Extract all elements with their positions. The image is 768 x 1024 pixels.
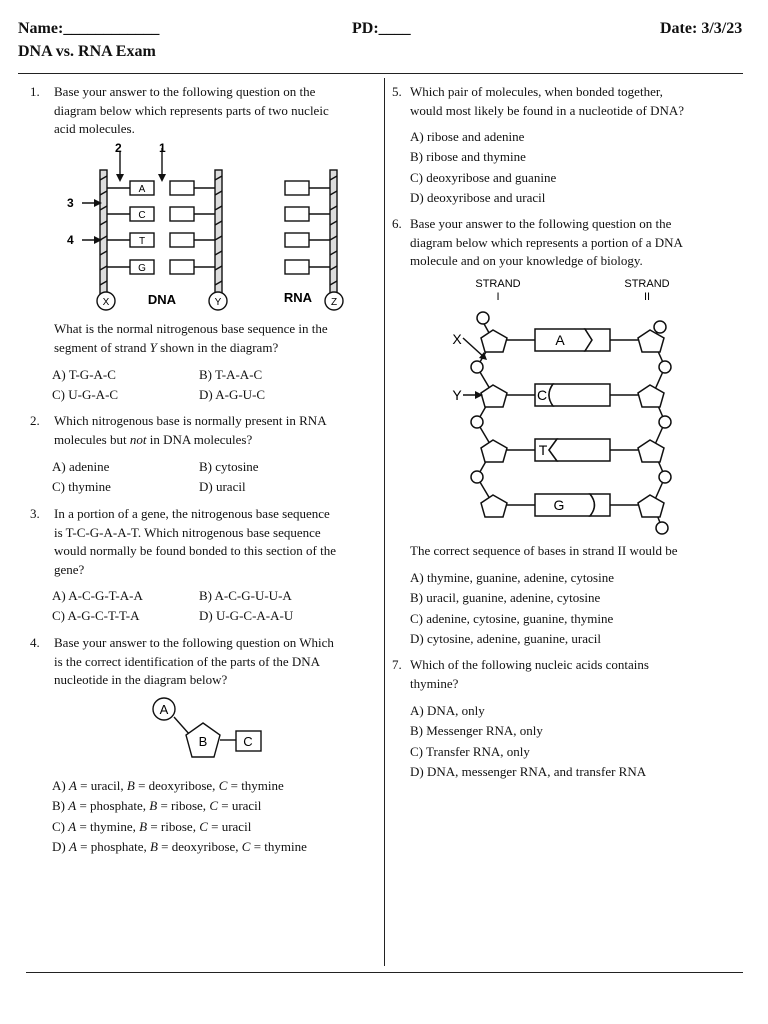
strand-2-numeral: II — [643, 291, 651, 303]
question-1 — [30, 83, 380, 139]
option-d[interactable] — [52, 837, 307, 858]
var-a: A — [68, 778, 77, 793]
question-text-line: Which of the following nucleic acids contains — [410, 657, 649, 672]
option-b[interactable]: B) Messenger RNA, only — [410, 723, 543, 738]
question-number: 2. — [30, 413, 40, 428]
nucleic-acid-diagram — [62, 140, 362, 315]
option-b[interactable]: B) T-A-A-C — [199, 367, 263, 382]
var-c: C — [241, 839, 251, 854]
option-d[interactable]: D) cytosine, adenine, guanine, uracil — [410, 631, 601, 646]
option-a[interactable] — [52, 776, 284, 797]
question-text-line: thymine? — [410, 675, 459, 691]
question-text-line: would most likely be found in a nucleotide of DNA? — [410, 102, 685, 118]
option-c[interactable]: C) Transfer RNA, only — [410, 744, 530, 759]
question-number: 5. — [392, 84, 402, 99]
option-d[interactable]: D) DNA, messenger RNA, and transfer RNA — [410, 764, 647, 779]
question-text-italic: Y — [149, 339, 157, 355]
base-c-partner — [549, 384, 610, 406]
rna-backbone-z — [330, 170, 337, 298]
option-text: = thymine, — [76, 819, 140, 834]
header-divider — [18, 73, 743, 74]
option-d[interactable]: D) A-G-U-C — [199, 387, 266, 402]
question-text: molecules but — [54, 431, 130, 447]
option-c[interactable] — [52, 817, 251, 838]
base-a-label: A — [555, 332, 565, 348]
exam-title: DNA vs. RNA Exam — [18, 43, 156, 60]
rna-label: RNA — [283, 290, 313, 305]
dna-label: DNA — [147, 292, 177, 307]
question-text-italic: not — [129, 431, 147, 447]
option-c[interactable]: C) thymine — [52, 479, 111, 494]
option-b[interactable]: B) cytosine — [199, 459, 259, 474]
option-text: = uracil — [217, 798, 262, 813]
label-3: 3 — [67, 196, 74, 210]
phosphate-circle — [477, 312, 489, 324]
option-b[interactable] — [52, 796, 261, 817]
question-number: 7. — [392, 657, 402, 672]
option-b[interactable]: B) A-C-G-U-U-A — [199, 588, 292, 603]
option-text: = thymine — [250, 839, 307, 854]
question-number: 6. — [392, 216, 402, 231]
part-a-label: A — [159, 702, 169, 717]
dna-strand-diagram — [445, 272, 695, 537]
option-text: = ribose, — [157, 798, 210, 813]
question-3 — [30, 505, 380, 579]
var-a: A — [68, 839, 77, 854]
pointer-arrows — [82, 148, 162, 240]
question-text-line: would normally be found bonded to this section of the — [54, 543, 336, 558]
question-5 — [392, 83, 742, 120]
period-field-label: PD:____ — [352, 20, 411, 37]
question-number: 4. — [30, 635, 40, 650]
option-d[interactable]: D) uracil — [199, 479, 246, 494]
option-c[interactable]: C) adenine, cytosine, guanine, thymine — [410, 611, 614, 626]
base-c-label: C — [138, 210, 146, 221]
question-text-line: acid molecules. — [54, 121, 135, 136]
option-letter: D) — [52, 839, 69, 854]
part-b-label: B — [198, 734, 208, 749]
question-text-line: Base your answer to the following question on Which — [54, 635, 334, 650]
question-6 — [392, 215, 742, 271]
question-text-line: Which pair of molecules, when bonded together, — [410, 84, 663, 99]
option-d[interactable]: D) U-G-C-A-A-U — [199, 608, 294, 623]
question-6-prompt: The correct sequence of bases in strand II would be — [410, 543, 678, 558]
option-letter: C) — [52, 819, 69, 834]
option-a[interactable]: A) adenine — [52, 459, 110, 474]
option-text: = thymine — [227, 778, 284, 793]
question-text-line: diagram below which represents a portion of a DNA — [410, 234, 683, 250]
dna-backbone-x — [100, 170, 107, 298]
question-1-prompt — [30, 320, 380, 357]
question-text-line: nucleotide in the diagram below? — [54, 672, 228, 687]
option-c[interactable]: C) A-G-C-T-T-A — [52, 608, 140, 623]
option-a[interactable]: A) T-G-A-C — [52, 367, 116, 382]
base-c-label: C — [536, 387, 548, 403]
option-letter: A) — [52, 778, 69, 793]
option-text: = ribose, — [147, 819, 200, 834]
option-a[interactable]: A) thymine, guanine, adenine, cytosine — [410, 570, 614, 585]
option-b[interactable]: B) ribose and thymine — [410, 149, 526, 164]
question-2 — [30, 412, 380, 449]
var-a: A — [68, 819, 77, 834]
option-text: = phosphate, — [76, 798, 150, 813]
question-text-line: In a portion of a gene, the nitrogenous base sequence — [54, 506, 330, 521]
nucleotide-diagram — [148, 695, 268, 770]
option-a[interactable]: A) A-C-G-T-A-A — [52, 588, 143, 603]
strand-1-label: STRAND — [475, 278, 521, 290]
question-7 — [392, 656, 742, 693]
option-text: = uracil — [207, 819, 252, 834]
var-a: A — [68, 798, 77, 813]
var-c: C — [218, 778, 228, 793]
question-text: in DNA molecules? — [146, 431, 253, 447]
strand-1-numeral: I — [496, 291, 500, 303]
footer-divider — [26, 972, 743, 973]
base-g-label: G — [138, 263, 146, 274]
question-text-line: What is the normal nitrogenous base sequence in the — [54, 321, 328, 336]
base-t-label: T — [538, 442, 548, 458]
option-text: = deoxyribose, — [134, 778, 219, 793]
question-text: shown in the diagram? — [156, 339, 279, 355]
label-2: 2 — [115, 141, 122, 155]
sugar-pentagon — [481, 330, 507, 352]
question-text-line: is T-C-G-A-A-T. Which nitrogenous base sequence — [54, 524, 321, 540]
option-b[interactable]: B) uracil, guanine, adenine, cytosine — [410, 590, 601, 605]
question-number: 3. — [30, 506, 40, 521]
var-b: B — [139, 819, 148, 834]
question-text-line: diagram below which represents parts of two nucleic — [54, 102, 329, 118]
var-b: B — [126, 778, 135, 793]
label-z: Z — [330, 297, 338, 308]
question-text: segment of strand — [54, 339, 150, 355]
question-text-line: Base your answer to the following question on the — [410, 216, 672, 231]
question-text-line: molecule and on your knowledge of biology. — [410, 253, 643, 268]
base-t-partner — [549, 439, 610, 461]
name-field-label: Name:____________ — [18, 20, 160, 37]
option-d[interactable]: D) deoxyribose and uracil — [410, 190, 546, 205]
option-a[interactable]: A) ribose and adenine — [410, 129, 525, 144]
date-label: Date: 3/3/23 — [660, 20, 743, 37]
question-text-line: Base your answer to the following question on the — [54, 84, 316, 99]
base-g-label: G — [553, 497, 565, 513]
base-a-label: A — [138, 184, 146, 195]
question-text-line: is the correct identification of the parts of the DNA — [54, 653, 321, 669]
label-x: X — [102, 297, 110, 308]
label-y: Y — [214, 297, 222, 308]
question-text-line: Which nitrogenous base is normally present in RNA — [54, 413, 327, 428]
label-y: Y — [452, 387, 462, 403]
label-1: 1 — [159, 141, 166, 155]
option-text: = uracil, — [76, 778, 127, 793]
var-c: C — [199, 819, 208, 834]
option-c[interactable]: C) deoxyribose and guanine — [410, 170, 557, 185]
question-text-line: gene? — [54, 561, 85, 577]
var-b: B — [149, 839, 158, 854]
label-x: X — [452, 331, 462, 347]
part-c-label: C — [243, 734, 253, 749]
option-text: = deoxyribose, — [157, 839, 242, 854]
strand-2-label: STRAND — [624, 278, 670, 290]
base-t-label: T — [138, 236, 146, 247]
option-text: = phosphate, — [76, 839, 150, 854]
option-a[interactable]: A) DNA, only — [410, 703, 485, 718]
option-c[interactable]: C) U-G-A-C — [52, 387, 119, 402]
column-divider — [384, 78, 385, 966]
label-4: 4 — [67, 233, 74, 247]
question-number: 1. — [30, 84, 40, 99]
question-4 — [30, 634, 380, 690]
dna-backbone-y — [215, 170, 222, 298]
var-b: B — [149, 798, 158, 813]
var-c: C — [209, 798, 218, 813]
option-letter: B) — [52, 798, 69, 813]
base-g-shape — [535, 494, 595, 516]
